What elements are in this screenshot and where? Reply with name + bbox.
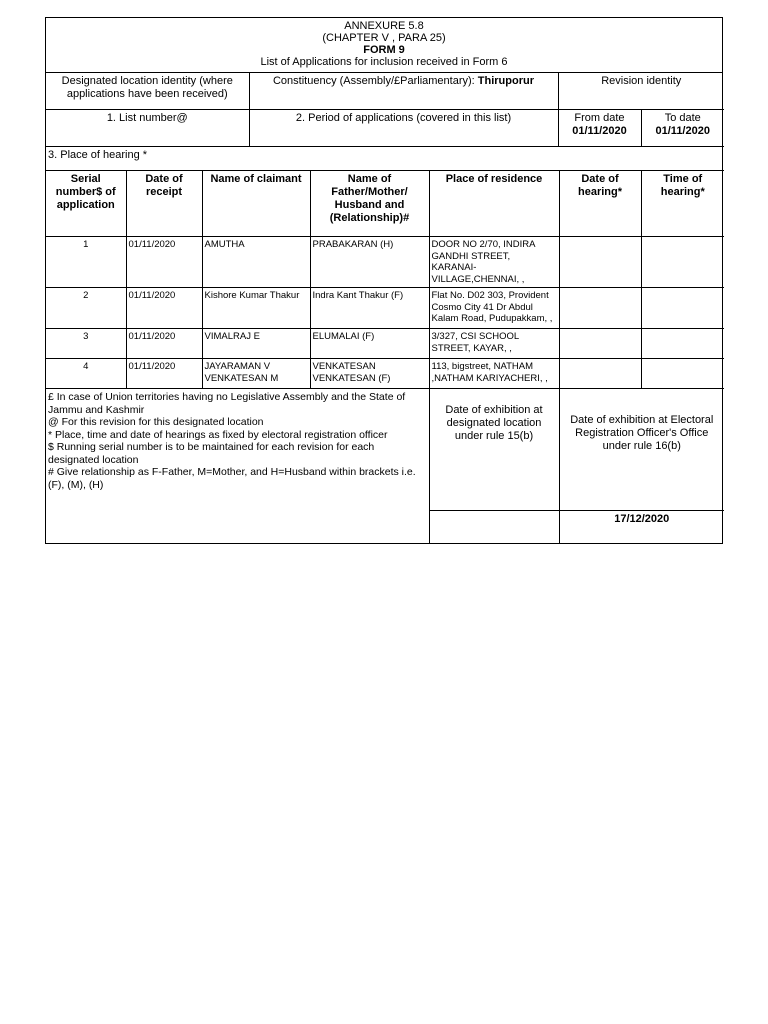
cell-residence: Flat No. D02 303, Provident Cosmo City 41 Dr Abdul Kalam Road, Pudupakkam, , <box>429 288 559 329</box>
form-subtitle: List of Applications for inclusion received in Form 6 <box>260 56 508 68</box>
exhibition-ero-label: Date of exhibition at Electoral Registration Officer's Office under rule 16(b) <box>559 389 724 510</box>
cell-date: 01/11/2020 <box>126 237 202 288</box>
cell-date: 01/11/2020 <box>126 288 202 329</box>
col-date-header: Date of receipt <box>126 171 202 237</box>
cell-hearing-date <box>559 329 641 359</box>
footnote-dollar: $ Running serial number is to be maintained for each revision for each designated location <box>48 441 375 466</box>
to-date-cell <box>641 109 724 146</box>
cell-relation: Indra Kant Thakur (F) <box>310 288 429 329</box>
exhibition-location-value <box>429 510 559 543</box>
col-hearing-time-header: Time of hearing* <box>641 171 724 237</box>
cell-relation: ELUMALAI (F) <box>310 329 429 359</box>
annexure-line: ANNEXURE 5.8 <box>344 20 424 32</box>
info-table <box>46 73 724 171</box>
cell-serial: 2 <box>46 288 126 329</box>
from-date-label: From date <box>574 111 625 124</box>
table-header-row <box>46 171 724 237</box>
cell-residence: 113, bigstreet, NATHAM ,NATHAM KARIYACHERI, , <box>429 359 559 389</box>
cell-residence: 3/327, CSI SCHOOL STREET, KAYAR, , <box>429 329 559 359</box>
constituency-label: Constituency (Assembly/£Parliamentary): <box>272 75 478 87</box>
cell-hearing-time <box>641 288 724 329</box>
col-relation-header: Name of Father/Mother/ Husband and (Relationship)# <box>310 171 429 237</box>
cell-claimant: JAYARAMAN V VENKATESAN M <box>202 359 310 389</box>
cell-hearing-date <box>559 359 641 389</box>
exhibition-ero-value: 17/12/2020 <box>559 510 724 543</box>
table-row <box>46 359 724 389</box>
col-claimant-header: Name of claimant <box>202 171 310 237</box>
form-9 <box>45 17 723 544</box>
period-label: 2. Period of applications (covered in this list) <box>249 109 558 146</box>
cell-date: 01/11/2020 <box>126 359 202 389</box>
footnotes <box>46 389 429 543</box>
from-date-value: 01/11/2020 <box>572 124 627 137</box>
cell-relation: VENKATESAN VENKATESAN (F) <box>310 359 429 389</box>
cell-date: 01/11/2020 <box>126 329 202 359</box>
col-hearing-date-header: Date of hearing* <box>559 171 641 237</box>
chapter-line: (CHAPTER V , PARA 25) <box>322 32 446 44</box>
designated-location-label: Designated location identity (where applications have been received) <box>46 73 249 109</box>
footnote-at: @ For this revision for this designated location <box>48 416 264 428</box>
cell-serial: 1 <box>46 237 126 288</box>
cell-residence: DOOR NO 2/70, INDIRA GANDHI STREET, KARANAI-VILLAGE,CHENNAI, , <box>429 237 559 288</box>
exhibition-location-label: Date of exhibition at designated location under rule 15(b) <box>429 389 559 510</box>
list-number-label: 1. List number@ <box>46 109 249 146</box>
from-date-cell <box>558 109 641 146</box>
footer-table <box>46 389 724 543</box>
applications-table <box>46 171 724 390</box>
cell-hearing-date <box>559 237 641 288</box>
cell-claimant: VIMALRAJ E <box>202 329 310 359</box>
cell-hearing-date <box>559 288 641 329</box>
revision-identity-label: Revision identity <box>558 73 724 109</box>
constituency-value: Thiruporur <box>477 75 534 87</box>
col-residence-header: Place of residence <box>429 171 559 237</box>
table-row <box>46 329 724 359</box>
footnote-pound: £ In case of Union territories having no Legislative Assembly and the State of Jammu and Kashmir <box>48 391 406 416</box>
cell-claimant: AMUTHA <box>202 237 310 288</box>
cell-serial: 4 <box>46 359 126 389</box>
cell-hearing-time <box>641 359 724 389</box>
place-of-hearing-label: 3. Place of hearing * <box>46 146 724 170</box>
cell-claimant: Kishore Kumar Thakur <box>202 288 310 329</box>
footnote-star: * Place, time and date of hearings as fixed by electoral registration officer <box>48 428 388 441</box>
cell-serial: 3 <box>46 329 126 359</box>
cell-hearing-time <box>641 237 724 288</box>
constituency-cell <box>249 73 558 109</box>
col-serial-header: Serial number$ of application <box>46 171 126 237</box>
table-row <box>46 237 724 288</box>
cell-hearing-time <box>641 329 724 359</box>
form-title: FORM 9 <box>363 44 405 56</box>
footnote-hash: # Give relationship as F-Father, M=Mother, and H=Husband within brackets i.e. (F), (M), (H) <box>48 466 416 491</box>
to-date-label: To date <box>664 111 701 124</box>
to-date-value: 01/11/2020 <box>655 124 710 137</box>
form-header <box>46 18 722 73</box>
table-row <box>46 288 724 329</box>
cell-relation: PRABAKARAN (H) <box>310 237 429 288</box>
